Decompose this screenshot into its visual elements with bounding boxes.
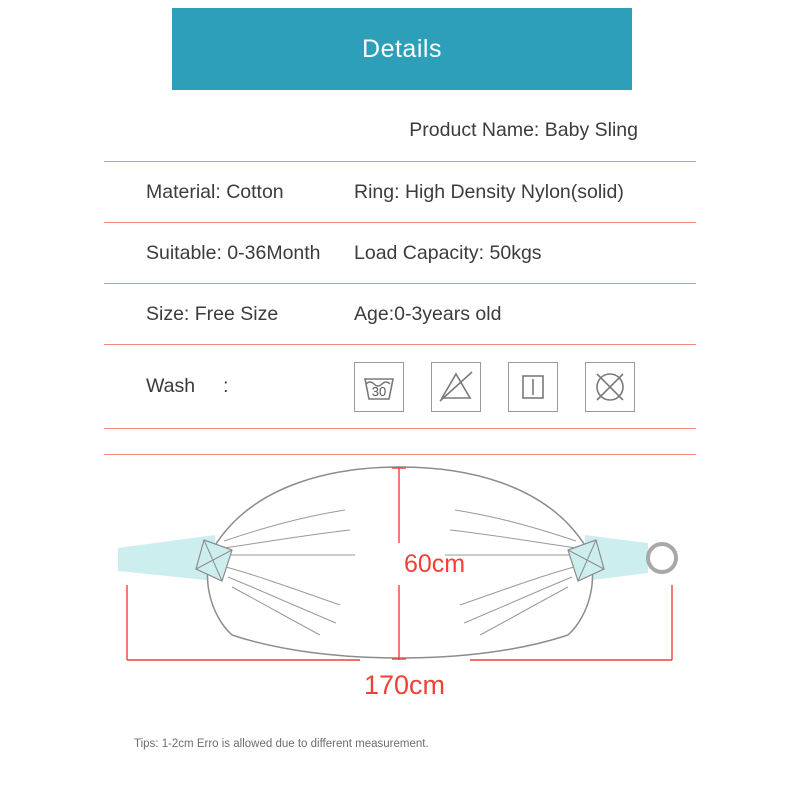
material-value: Material: Cotton — [146, 180, 284, 203]
load-capacity-value: Load Capacity: 50kgs — [354, 241, 542, 264]
wash-icon-group — [354, 362, 635, 412]
svg-text:30: 30 — [371, 383, 387, 399]
product-name-value: Product Name: Baby Sling — [409, 119, 638, 141]
wash-instructions-row — [104, 345, 696, 429]
table-row — [104, 100, 696, 162]
specification-table — [104, 100, 696, 455]
wash-colon: : — [223, 375, 229, 397]
age-value: Age:0-3years old — [354, 302, 502, 325]
no-tumble-dry-icon — [585, 362, 635, 412]
table-row — [104, 223, 696, 284]
size-value: Size: Free Size — [146, 302, 279, 325]
measurement-tips: Tips: 1-2cm Erro is allowed due to different measurement. — [134, 738, 429, 750]
drip-dry-icon — [508, 362, 558, 412]
product-dimension-diagram — [0, 455, 800, 755]
sling-ring — [648, 544, 676, 572]
width-dimension-label: 170cm — [364, 670, 446, 700]
details-header-banner — [172, 8, 632, 90]
wash-label-group — [104, 375, 354, 398]
table-row — [104, 284, 696, 345]
height-dimension-label: 60cm — [404, 550, 466, 578]
table-row-spacer — [104, 429, 696, 455]
suitable-value: Suitable: 0-36Month — [146, 241, 321, 264]
ring-value: Ring: High Density Nylon(solid) — [354, 180, 624, 203]
no-bleach-icon — [431, 362, 481, 412]
page-title: Details — [362, 34, 442, 63]
wash-30-icon — [354, 362, 404, 412]
wash-label: Wash — [146, 375, 196, 397]
table-row — [104, 162, 696, 223]
sling-diagram-svg — [0, 455, 800, 755]
sling-body — [208, 467, 593, 658]
